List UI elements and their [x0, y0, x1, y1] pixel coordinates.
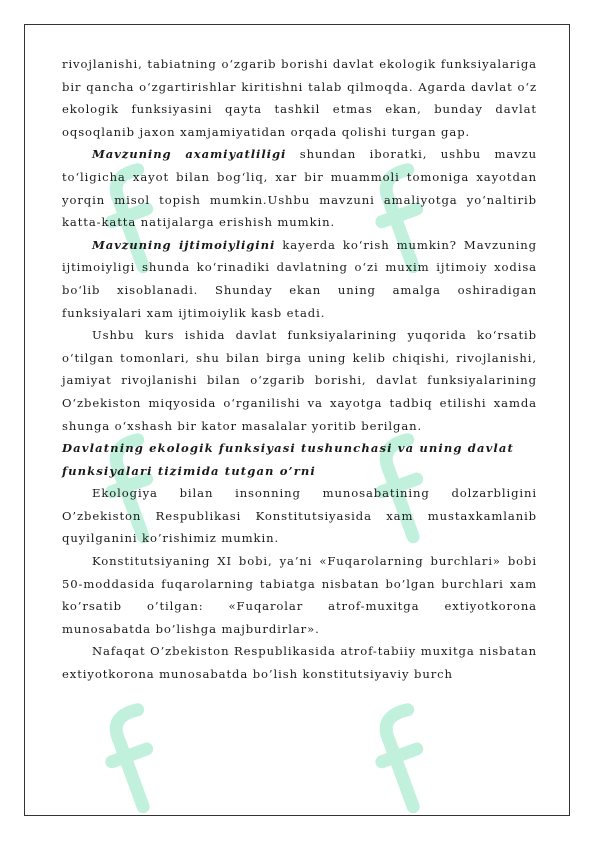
section-heading-line-1: Davlatning ekologik funksiyasi tushunchasi va uning davlat — [62, 441, 514, 456]
document-body — [62, 53, 537, 686]
paragraph-importance — [62, 143, 537, 233]
paragraph-not-only: Nafaqat O’zbekiston Respublikasida atrof-tabiiy muxitga nisbatan extiyotkorona munosabatda bo’lish konstitutsiyaviy burch — [62, 644, 537, 682]
term-social: Mavzuning ijtimoiyligini — [92, 237, 276, 252]
term-importance: Mavzuning axamiyatliligi — [92, 147, 287, 162]
paragraph-social-text: kayerda ko‘rish mumkin? Mavzuning ijtimoiyligi shunda ko‘rinadiki davlatning o‘zi muxim ijtimoiy xodisa bo‘lib xisoblanadi. Shunday ekan uning amalga oshiradigan funksiyalari xam ijtimoiylik kasb etadi. — [62, 237, 537, 320]
paragraph-chapter-xi: Konstitutsiyaning XI bobi, ya’ni «Fuqarolarning burchlari» bobi 50-moddasida fuqarolarning tabiatga nisbatan bo’lgan burchlari xam ko’rsatib o’tilgan: «Fuqarolar atrof-muxitga extiyotkorona munosabatda bo’lishga majburdirlar». — [62, 554, 537, 636]
watermark-logo-icon — [95, 690, 185, 830]
section-heading-line-2: funksiyalari tizimida tutgan o’rni — [62, 463, 316, 478]
watermark-logo-icon — [365, 690, 455, 830]
paragraph-social — [62, 234, 537, 324]
paragraph-ecology-constitution: Ekologiya bilan insonning munosabatining dolzarbligini O’zbekiston Respublikasi Konstitutsiyasida xam mustaxkamlanib quyilganini ko’rishimiz mumkin. — [62, 486, 537, 546]
paragraph-course-work: Ushbu kurs ishida davlat funksiyalarining yuqorida ko‘rsatib o‘tilgan tomonlari, shu bilan birga uning kelib chiqishi, rivojlanishi, jamiyat rivojlanishi bilan o‘zgarib borishi, davlat funksiyalarining O‘zbekiston miqyosida o‘rganilishi va xayotga tadbiq etilishi xamda shunga o‘xshash bir kator masalalar yoritib berilgan. — [62, 328, 537, 433]
paragraph-intro-continuation: rivojlanishi, tabiatning o‘zgarib borishi davlat ekologik funksiyalariga bir qancha o‘zgartirishlar kiritishni talab qilmoqda. Agarda davlat o‘z ekologik funksiyasini qayta tashkil etmas ekan, bunday davlat oqsoqlanib jaxon xamjamiyatidan orqada qolishi turgan gap. — [62, 57, 537, 139]
paragraph-importance-text: shundan iboratki, ushbu mavzu to‘ligicha xayot bilan bog‘liq, xar bir muammoli tomoniga xayotdan yorqin misol topish mumkin.Ushbu mavzuni amaliyotga yo‘naltirib katta-katta natijalarga erishish mumkin. — [62, 147, 537, 230]
